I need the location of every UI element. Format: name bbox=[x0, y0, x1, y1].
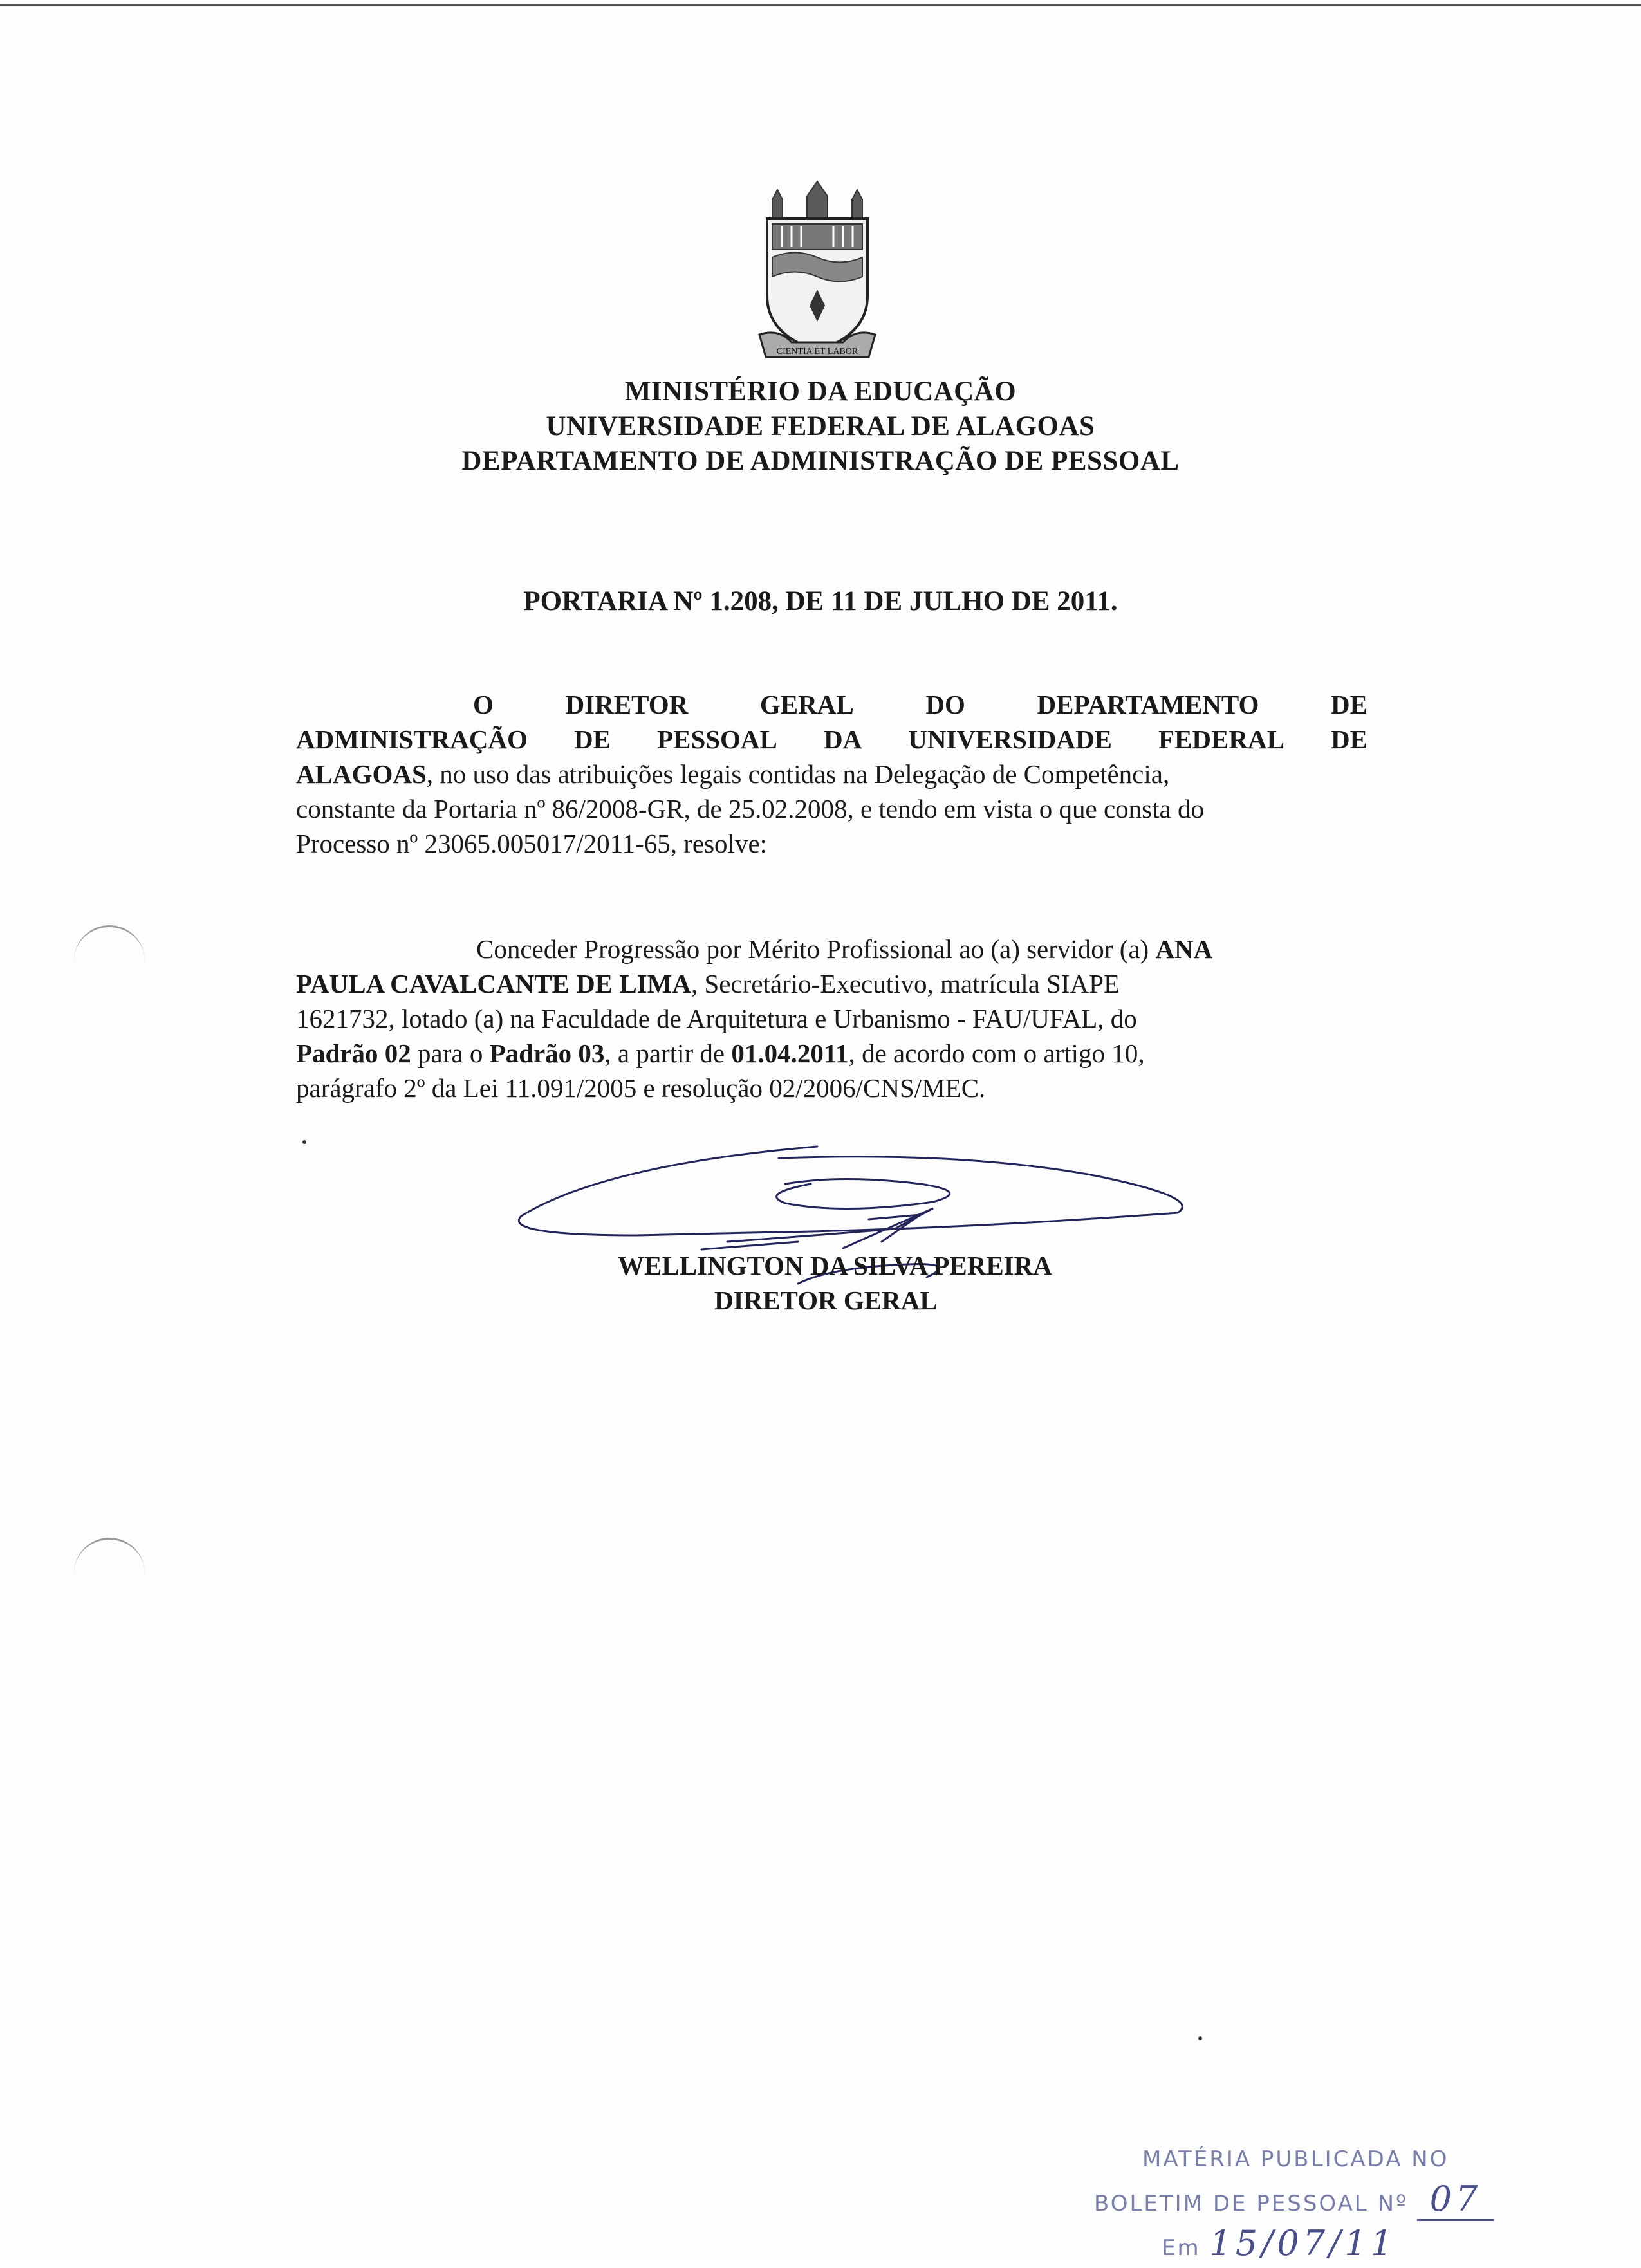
university-name: UNIVERSIDADE FEDERAL DE ALAGOAS bbox=[546, 411, 1095, 441]
ministry-name: MINISTÉRIO DA EDUCAÇÃO bbox=[624, 376, 1017, 407]
text: para o bbox=[411, 1038, 490, 1068]
signatory-block bbox=[618, 1248, 1052, 1318]
preamble-line-5 bbox=[296, 826, 1368, 861]
word: O bbox=[473, 690, 494, 719]
word: DA bbox=[823, 724, 862, 754]
text: , no uso das atribuições legais contidas na Delegação de Competência, bbox=[426, 759, 1170, 789]
body-line-4 bbox=[296, 1036, 1368, 1071]
preamble-line-1 bbox=[296, 687, 1368, 722]
university-crest-logo bbox=[753, 174, 882, 373]
body-line-5 bbox=[296, 1071, 1368, 1105]
word: DE bbox=[574, 724, 611, 754]
word: PESSOAL bbox=[657, 724, 777, 754]
text: constante da Portaria nº 86/2008-GR, de 25.02.2008, e tendo em vista o que consta do bbox=[296, 794, 1204, 824]
body-line-2 bbox=[296, 966, 1368, 1001]
stray-dot bbox=[302, 1140, 306, 1144]
word: DE bbox=[1331, 690, 1368, 719]
to-level: Padrão 03 bbox=[489, 1038, 605, 1068]
employee-name-part: ANA bbox=[1155, 934, 1213, 964]
effective-date: 01.04.2011 bbox=[731, 1038, 849, 1068]
employee-name-part: PAULA CAVALCANTE DE LIMA bbox=[296, 969, 691, 999]
word: ADMINISTRAÇÃO bbox=[296, 724, 528, 754]
word: DO bbox=[925, 690, 965, 719]
text: , de acordo com o artigo 10, bbox=[848, 1038, 1145, 1068]
stray-dot bbox=[1198, 2036, 1202, 2040]
scan-edge bbox=[0, 4, 1641, 6]
from-level: Padrão 02 bbox=[296, 1038, 411, 1068]
punch-hole-mark bbox=[74, 1538, 145, 1578]
text: parágrafo 2º da Lei 11.091/2005 e resolução 02/2006/CNS/MEC. bbox=[296, 1073, 986, 1103]
bulletin-number: 07 bbox=[1417, 2179, 1494, 2221]
word: UNIVERSIDADE bbox=[908, 724, 1112, 754]
preamble-line-3 bbox=[296, 757, 1368, 791]
word: DE bbox=[1331, 724, 1368, 754]
stamp-label: Em bbox=[1162, 2235, 1201, 2261]
stamp-label: BOLETIM DE PESSOAL Nº bbox=[1094, 2191, 1409, 2217]
text: , Secretário-Executivo, matrícula SIAPE bbox=[691, 969, 1120, 999]
signatory-name: WELLINGTON DA SILVA PEREIRA bbox=[618, 1251, 1052, 1280]
punch-hole-mark bbox=[74, 925, 145, 966]
publication-date: 15/07/11 bbox=[1209, 2223, 1396, 2263]
text: Processo nº 23065.005017/2011-65, resolve: bbox=[296, 829, 768, 858]
signatory-role: DIRETOR GERAL bbox=[714, 1286, 938, 1315]
word: FEDERAL bbox=[1158, 724, 1284, 754]
stamp-line-2 bbox=[1094, 2179, 1512, 2224]
word: DEPARTAMENTO bbox=[1037, 690, 1259, 719]
body-line-3 bbox=[296, 1001, 1368, 1036]
letterhead bbox=[0, 374, 1641, 479]
state-name: ALAGOAS bbox=[296, 759, 427, 789]
text: 1621732, lotado (a) na Faculdade de Arquitetura e Urbanismo - FAU/UFAL, do bbox=[296, 1004, 1137, 1033]
stamp-line-3 bbox=[1094, 2224, 1512, 2268]
preamble-paragraph bbox=[296, 687, 1368, 861]
resolution-paragraph bbox=[296, 932, 1368, 1105]
preamble-line-4 bbox=[296, 791, 1368, 826]
portaria-title: PORTARIA Nº 1.208, DE 11 DE JULHO DE 2011. bbox=[523, 586, 1118, 616]
preamble-line-2 bbox=[296, 722, 1368, 757]
word: DIRETOR bbox=[565, 690, 689, 719]
text: Conceder Progressão por Mérito Profissional ao (a) servidor (a) bbox=[476, 934, 1149, 964]
word: GERAL bbox=[759, 690, 854, 719]
department-name: DEPARTAMENTO DE ADMINISTRAÇÃO DE PESSOAL bbox=[461, 446, 1180, 476]
text: , a partir de bbox=[604, 1038, 732, 1068]
stamp-line-1: MATÉRIA PUBLICADA NO bbox=[1142, 2146, 1449, 2172]
svg-text:CIENTIA ET LABOR: CIENTIA ET LABOR bbox=[776, 347, 858, 356]
publication-stamp bbox=[1094, 2139, 1512, 2263]
body-line-1 bbox=[296, 932, 1368, 966]
